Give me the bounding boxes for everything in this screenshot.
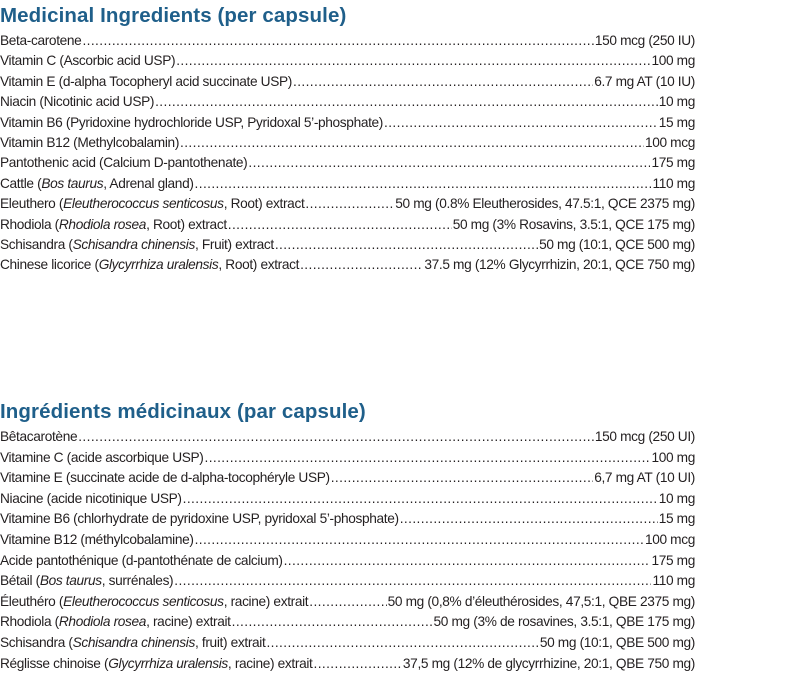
dot-leader xyxy=(293,72,593,92)
dot-leader xyxy=(248,153,650,173)
ingredient-latin-name: Glycyrrhiza uralensis xyxy=(108,655,228,671)
dot-leader xyxy=(183,489,658,510)
ingredient-amount: 150 mcg (250 IU) xyxy=(594,33,695,48)
ingredient-name-suffix: , racine) extrait xyxy=(146,614,231,630)
ingredient-name xyxy=(0,448,204,469)
ingredient-name-text: Niacin (Nicotinic acid USP) xyxy=(0,94,155,110)
ingredient-amount: 150 mcg (250 UI) xyxy=(594,429,695,444)
ingredient-amount: 100 mg xyxy=(651,449,695,465)
ingredient-name xyxy=(0,174,194,194)
ingredient-name-text: Vitamine E (succinate acide de d-alpha-tocophéryle USP) xyxy=(0,470,330,486)
dot-leader xyxy=(314,654,402,675)
ingredient-amount: 15 mg xyxy=(658,511,695,527)
dot-leader xyxy=(228,215,452,235)
ingredient-row xyxy=(0,51,695,71)
ingredient-name xyxy=(0,489,182,510)
dot-leader xyxy=(155,92,658,112)
ingredient-amount: 37.5 mg (12% Glycyrrhizin, 20:1, QCE 750 mg) xyxy=(424,257,695,273)
ingredient-name-suffix: , Adrenal gland) xyxy=(103,175,194,191)
ingredient-name xyxy=(0,72,292,92)
ingredient-name xyxy=(0,153,247,173)
ingredient-row xyxy=(0,489,695,510)
dot-leader xyxy=(205,448,651,469)
ingredient-name-text: Vitamine B6 (chlorhydrate de pyridoxine USP, pyridoxal 5’-phosphate) xyxy=(0,511,399,527)
dot-leader xyxy=(82,31,593,51)
ingredient-amount: 6,7 mg AT (10 UI) xyxy=(594,470,695,486)
dot-leader xyxy=(400,509,658,530)
ingredient-name-suffix: , Fruit) extract xyxy=(194,236,274,252)
ingredient-row xyxy=(0,72,695,92)
ingredient-name-text: Rhodiola ( xyxy=(0,216,59,232)
dot-leader xyxy=(195,530,644,551)
ingredient-name xyxy=(0,633,265,654)
ingredient-row xyxy=(0,654,695,675)
ingredient-name xyxy=(0,51,175,71)
dot-leader xyxy=(384,113,658,133)
ingredient-name-suffix: , racine) extrait xyxy=(227,655,313,671)
ingredient-latin-name: Rhodiola rosea xyxy=(58,216,147,232)
ingredient-name-text: Acide pantothénique (d-pantothénate de calcium) xyxy=(0,552,283,568)
ingredient-amount: 50 mg (0.8% Eleutherosides, 47.5:1, QCE 2375 mg) xyxy=(395,196,695,212)
ingredient-name xyxy=(0,194,304,214)
ingredient-amount: 50 mg (10:1, QBE 500 mg) xyxy=(539,634,695,650)
english-heading: Medicinal Ingredients (per capsule) xyxy=(0,4,347,27)
ingredient-row xyxy=(0,509,695,530)
ingredient-name-text: Rhodiola ( xyxy=(0,614,59,630)
ingredient-name-text: Vitamin E (d-alpha Tocopheryl acid succinate USP) xyxy=(0,73,292,89)
ingredient-latin-name: Schisandra chinensis xyxy=(72,634,195,650)
ingredient-name xyxy=(0,551,283,572)
ingredient-name xyxy=(0,31,81,51)
ingredient-row xyxy=(0,255,695,275)
ingredient-name-text: Schisandra ( xyxy=(0,236,73,252)
ingredient-name-text: Bêtacarotène xyxy=(0,429,78,444)
ingredient-name-text: Éleuthéro ( xyxy=(0,593,64,609)
ingredient-name-text: Niacine (acide nicotinique USP) xyxy=(0,490,182,506)
ingredient-row xyxy=(0,194,695,214)
ingredient-name-text: Réglisse chinoise ( xyxy=(0,655,109,671)
dot-leader xyxy=(195,174,652,194)
ingredient-name-text: Vitamin C (Ascorbic acid USP) xyxy=(0,53,176,69)
ingredient-name xyxy=(0,427,77,448)
ingredient-row xyxy=(0,113,695,133)
ingredient-name-text: Beta-carotene xyxy=(0,33,82,48)
dot-leader xyxy=(275,235,538,255)
ingredient-latin-name: Eleutherococcus senticosus xyxy=(63,593,224,609)
ingredient-amount: 175 mg xyxy=(651,552,695,568)
ingredient-name xyxy=(0,654,313,675)
ingredient-name xyxy=(0,612,231,633)
ingredient-name-text: Chinese licorice ( xyxy=(0,257,99,273)
ingredient-name-text: Cattle ( xyxy=(0,175,42,191)
ingredient-amount: 6.7 mg AT (10 IU) xyxy=(594,73,695,89)
ingredient-name xyxy=(0,468,330,489)
ingredient-row xyxy=(0,31,695,51)
ingredient-row xyxy=(0,153,695,173)
ingredient-amount: 10 mg xyxy=(658,94,695,110)
ingredient-latin-name: Eleutherococcus senticosus xyxy=(63,196,224,212)
english-ingredient-list xyxy=(0,31,695,276)
english-ingredients-section xyxy=(0,0,800,276)
dot-leader xyxy=(266,633,538,654)
ingredient-row xyxy=(0,448,695,469)
ingredient-name xyxy=(0,133,179,153)
ingredient-amount: 175 mg xyxy=(651,155,695,171)
ingredient-amount: 10 mg xyxy=(658,490,695,506)
ingredient-name xyxy=(0,509,399,530)
ingredient-row xyxy=(0,92,695,112)
ingredient-name-suffix: , Root) extract xyxy=(146,216,227,232)
ingredient-name-text: Vitamine B12 (méthylcobalamine) xyxy=(0,531,194,547)
ingredient-row xyxy=(0,468,695,489)
ingredient-latin-name: Schisandra chinensis xyxy=(72,236,195,252)
ingredient-name-text: Eleuthero ( xyxy=(0,196,64,212)
ingredient-amount: 50 mg (3% Rosavins, 3.5:1, QCE 175 mg) xyxy=(452,216,695,232)
dot-leader xyxy=(176,51,650,71)
ingredient-amount: 110 mg xyxy=(652,175,695,191)
ingredient-amount: 50 mg (3% de rosavines, 3.5:1, QBE 175 mg) xyxy=(433,614,695,630)
ingredient-name xyxy=(0,255,299,275)
dot-leader xyxy=(174,571,651,592)
ingredient-name xyxy=(0,530,194,551)
ingredient-latin-name: Glycyrrhiza uralensis xyxy=(98,257,219,273)
ingredient-name-suffix: , fruit) extrait xyxy=(194,634,266,650)
ingredient-latin-name: Rhodiola rosea xyxy=(58,614,147,630)
ingredient-name-text: Vitamin B6 (Pyridoxine hydrochloride USP, Pyridoxal 5’-phosphate) xyxy=(0,114,384,130)
ingredient-name xyxy=(0,92,154,112)
ingredient-name xyxy=(0,592,308,613)
ingredient-row xyxy=(0,133,695,153)
ingredient-name-text: Vitamine C (acide ascorbique USP) xyxy=(0,449,204,465)
ingredient-row xyxy=(0,427,695,448)
ingredient-name xyxy=(0,215,227,235)
ingredient-row xyxy=(0,592,695,613)
ingredient-name-text: Bétail ( xyxy=(0,573,40,589)
ingredient-name xyxy=(0,235,274,255)
dot-leader xyxy=(309,592,386,613)
ingredient-amount: 100 mcg xyxy=(644,134,695,150)
dot-leader xyxy=(284,551,651,572)
ingredient-name xyxy=(0,113,383,133)
dot-leader xyxy=(300,255,423,275)
dot-leader xyxy=(180,133,644,153)
french-heading: Ingrédients médicinaux (par capsule) xyxy=(0,400,366,423)
dot-leader xyxy=(232,612,433,633)
ingredient-row xyxy=(0,612,695,633)
ingredient-amount: 50 mg (0,8% d’éleuthérosides, 47,5:1, QBE 2375 mg) xyxy=(387,593,695,609)
ingredient-amount: 110 mg xyxy=(652,573,695,589)
ingredient-row xyxy=(0,215,695,235)
dot-leader xyxy=(305,194,394,214)
ingredient-amount: 50 mg (10:1, QCE 500 mg) xyxy=(539,236,695,252)
ingredient-name-suffix: , surrénales) xyxy=(101,573,174,589)
ingredient-row xyxy=(0,571,695,592)
ingredient-name-text: Pantothenic acid (Calcium D-pantothenate) xyxy=(0,155,248,171)
french-ingredients-section xyxy=(0,396,800,674)
ingredient-name-suffix: , Root) extract xyxy=(223,196,305,212)
ingredient-name-text: Vitamin B12 (Methylcobalamin) xyxy=(0,134,180,150)
ingredient-row xyxy=(0,174,695,194)
dot-leader xyxy=(331,468,593,489)
ingredient-amount: 15 mg xyxy=(658,114,695,130)
ingredient-name xyxy=(0,571,173,592)
ingredient-amount: 37,5 mg (12% de glycyrrhizine, 20:1, QBE 750 mg) xyxy=(402,655,695,671)
ingredient-amount: 100 mg xyxy=(651,53,695,69)
ingredient-name-suffix: , racine) extrait xyxy=(223,593,309,609)
ingredient-latin-name: Bos taurus xyxy=(39,573,102,589)
ingredient-row xyxy=(0,235,695,255)
ingredient-row xyxy=(0,633,695,654)
ingredient-name-suffix: , Root) extract xyxy=(218,257,300,273)
ingredient-row xyxy=(0,530,695,551)
ingredient-latin-name: Bos taurus xyxy=(41,175,104,191)
dot-leader xyxy=(78,427,594,448)
ingredient-name-text: Schisandra ( xyxy=(0,634,73,650)
ingredient-row xyxy=(0,551,695,572)
french-ingredient-list xyxy=(0,427,695,674)
ingredient-amount: 100 mcg xyxy=(644,531,695,547)
